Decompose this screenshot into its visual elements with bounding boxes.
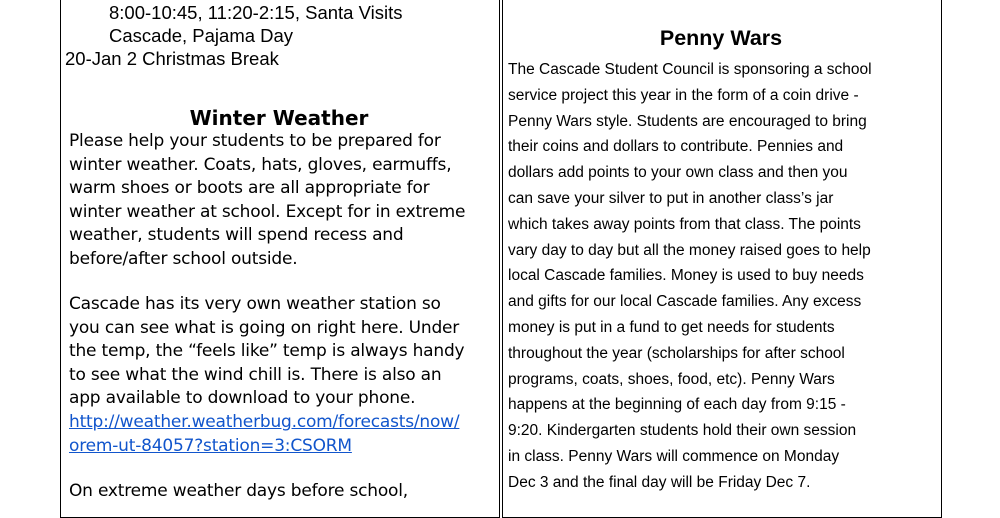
text-line: the temp, the “feels like” temp is always handy [69, 341, 465, 362]
penny-wars-heading: Penny Wars [659, 26, 783, 50]
text-line: in class. Penny Wars will commence on Monday [508, 447, 840, 465]
text-line: weather, students will spend recess and [69, 225, 404, 246]
text-line: winter weather at school. Except for in extreme [69, 201, 466, 222]
schedule-line: Cascade, Pajama Day [109, 25, 294, 46]
weatherbug-link[interactable]: orem-ut-84057?station=3:CSORM [69, 435, 352, 456]
left-column [60, 0, 500, 518]
text-line: and gifts for our local Cascade families. Any excess [508, 293, 862, 311]
text-line: programs, coats, shoes, food, etc). Penny Wars [508, 370, 835, 388]
text-line: money is put in a fund to get needs for students [508, 318, 835, 336]
text-line: can save your silver to put in another class’s jar [508, 189, 834, 207]
text-line: Dec 3 and the final day will be Friday Dec 7. [508, 473, 811, 491]
extreme-weather-paragraph [69, 480, 499, 504]
text-line: The Cascade Student Council is sponsoring a school [508, 61, 872, 78]
schedule-line: 8:00-10:45, 11:20-2:15, Santa Visits [109, 2, 403, 23]
text-line: warm shoes or boots are all appropriate for [69, 178, 430, 199]
text-line: Please help your students to be prepared for [69, 131, 441, 151]
text-line: service project this year in the form of a coin drive - [508, 86, 859, 104]
text-line: Cascade has its very own weather station so [69, 294, 441, 314]
text-line: throughout the year (scholarships for after school [508, 344, 845, 362]
text-line: you can see what is going on right here. Under [69, 317, 460, 338]
text-line: happens at the beginning of each day from 9:15 - [508, 396, 846, 414]
text-line: before/after school outside. [69, 248, 298, 269]
text-line: local Cascade families. Money is used to buy needs [508, 267, 864, 285]
text-line: Penny Wars style. Students are encouraged to bring [508, 112, 867, 130]
text-line: 9:20. Kindergarten students hold their own session [508, 422, 857, 440]
text-line: their coins and dollars to contribute. Pennies and [508, 138, 844, 156]
text-line: vary day to day but all the money raised goes to help [508, 241, 871, 259]
weatherbug-link[interactable]: http://weather.weatherbug.com/forecasts/now/ [69, 411, 460, 432]
text-line: winter weather. Coats, hats, gloves, earmuffs, [69, 154, 452, 175]
text-line: to see what the wind chill is. There is also an [69, 364, 442, 385]
text-line: On extreme weather days before school, [69, 481, 408, 501]
winter-weather-heading: Winter Weather [189, 106, 369, 130]
text-line: app available to download to your phone. [69, 388, 416, 409]
penny-wars-paragraph [508, 57, 940, 496]
weather-station-paragraph [69, 293, 499, 458]
winter-weather-paragraph [69, 130, 499, 272]
schedule-line: 20-Jan 2 Christmas Break [65, 48, 279, 69]
right-column [502, 0, 942, 518]
text-line: dollars add points to your own class and then you [508, 164, 848, 182]
text-line: which takes away points from that class. The points [508, 215, 861, 233]
